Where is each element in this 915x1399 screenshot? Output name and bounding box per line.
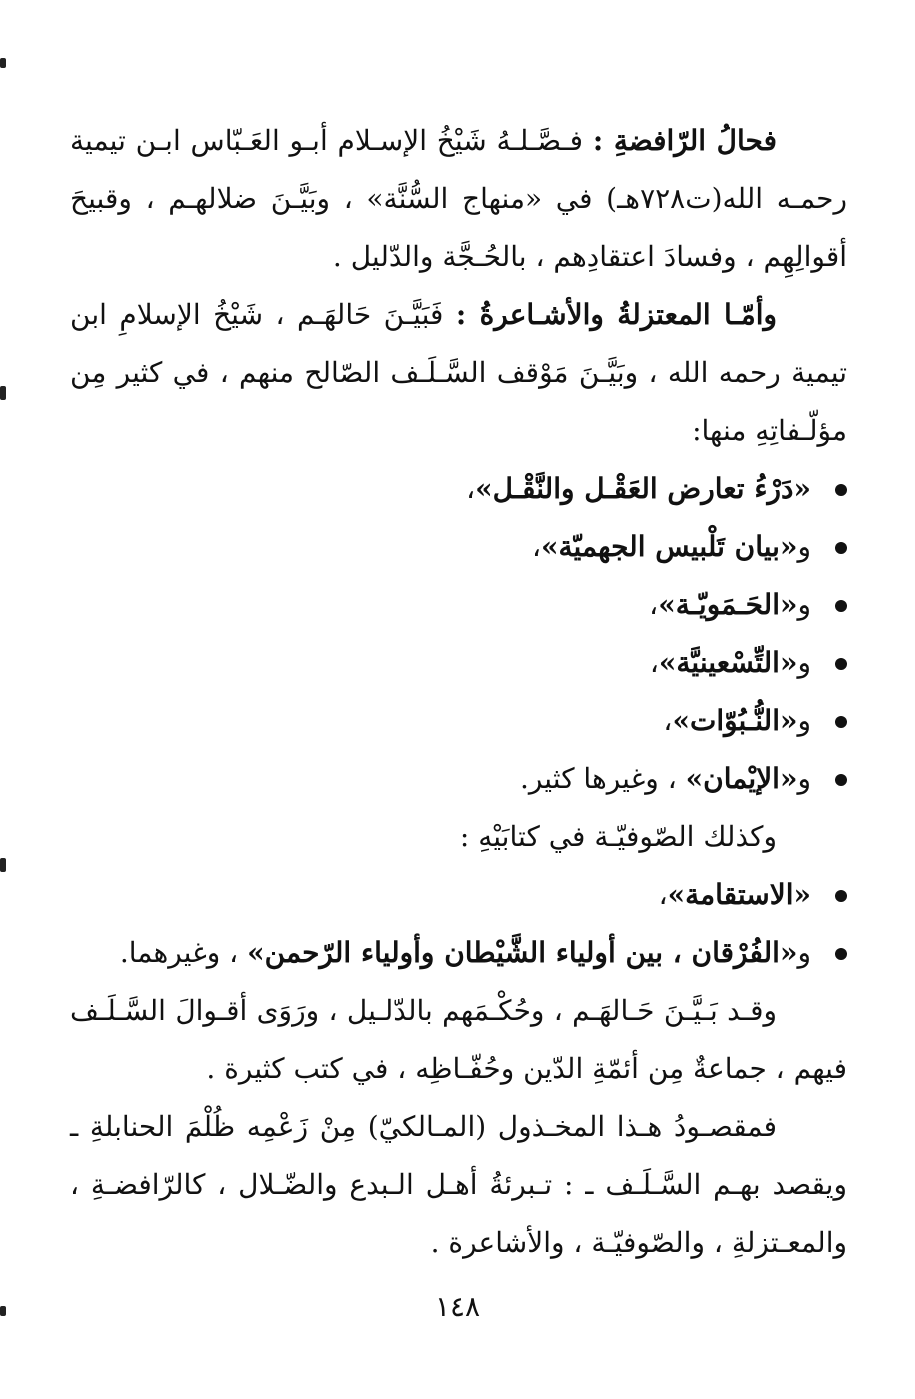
list-item: «دَرْءُ تعارض العَقْـل والنَّقْـل»، xyxy=(70,460,847,518)
paragraph-mutazila-text: فَبَيَّـنَ حَالهَـم ، شَيْخُ الإسلامِ ابن تيمية رحمه الله ، وبَيَّـنَ مَوْقف السَّـلَـف الصّالح منهم ، في كثير مِن مؤلّـفاتِهِ منها: xyxy=(70,298,847,447)
book-title: «الحَـمَويّـة» xyxy=(658,588,798,621)
book-title: «التِّسْعينيَّة» xyxy=(658,646,798,679)
bullet-icon xyxy=(835,484,847,496)
bullet-icon xyxy=(835,948,847,960)
page-body xyxy=(70,112,847,1272)
bullet-icon xyxy=(835,600,847,612)
book-title: «الاستقامة» xyxy=(667,878,811,911)
paragraph-explained: وقـد بَـيَّـنَ حَـالهَـم ، وحُكْـمَهم بالدّلـيل ، ورَوَى أقـوالَ السَّـلَـف فيهم ، جماعةٌ مِن أئمّةِ الدّين وحُفّـاظِه ، في كتب كثيرة . xyxy=(70,994,847,1085)
paragraph-mutazila xyxy=(70,286,847,460)
book-title: «بيان تَلْبيس الجهميّة» xyxy=(541,530,798,563)
paragraph-rafida-lead: فحالُ الرّافضةِ : xyxy=(592,124,777,157)
paragraph-mutazila-lead: وأمّـا المعتزلةُ والأشـاعرةُ : xyxy=(455,298,777,331)
page-number: ١٤٨ xyxy=(434,1290,481,1323)
book-list-sufiyya xyxy=(70,866,847,982)
list-item: و«الفُرْقان ، بين أولياء الشَّيْطان وأولياء الرّحمن» ، وغيرهما. xyxy=(70,924,847,982)
scan-edge-mark-1 xyxy=(0,58,6,68)
scan-edge-mark-2 xyxy=(0,386,6,400)
bullet-icon xyxy=(835,774,847,786)
book-title: «الفُرْقان ، بين أولياء الشَّيْطان وأولياء الرّحمن» xyxy=(247,936,798,969)
book-title: «النُّـبُوّات» xyxy=(672,704,798,737)
paragraph-sufiyya: وكذلك الصّوفيّـة في كتابَيْهِ : xyxy=(459,820,777,853)
paragraph-rafida xyxy=(70,112,847,286)
list-item: و«النُّـبُوّات»، xyxy=(70,692,847,750)
book-title: «دَرْءُ تعارض العَقْـل والنَّقْـل» xyxy=(475,472,811,505)
list-item: و«الحَـمَويّـة»، xyxy=(70,576,847,634)
list-item: و«الإيْمان» ، وغيرها كثير. xyxy=(70,750,847,808)
scan-edge-mark-3 xyxy=(0,858,6,872)
list-item: و«بيان تَلْبيس الجهميّة»، xyxy=(70,518,847,576)
book-list-ibn-taymiyya xyxy=(70,460,847,808)
bullet-icon xyxy=(835,658,847,670)
book-title: «الإيْمان» xyxy=(685,762,798,795)
bullet-icon xyxy=(835,542,847,554)
bullet-icon xyxy=(835,890,847,902)
list-item: «الاستقامة»، xyxy=(70,866,847,924)
list-item: و«التِّسْعينيَّة»، xyxy=(70,634,847,692)
paragraph-rafida-text: فـصَّـلـهُ شَيْخُ الإسـلام أبـو العَـبّاس ابـن تيمية رحمـه الله(ت٧٢٨هـ) في «منهاج السُّنَّة» ، وبَيَّـنَ ضلالهـم ، وقبيحَ أقوالِهِم ، وفسادَ اعتقادِهم ، بالحُـجَّة والدّليل . xyxy=(70,124,847,273)
bullet-icon xyxy=(835,716,847,728)
paragraph-conclusion: فمقصـودُ هـذا المخـذول (المـالكيّ) مِنْ زَعْمِه ظُلْمَ الحنابلةِ ـ ويقصد بهـم السَّـلَـف ـ : تـبرئةُ أهـل الـبدع والضّـلال ، كالرّافضـةِ ، والمعـتزلةِ ، والصّوفيّـة ، والأشاعرة . xyxy=(70,1110,847,1259)
